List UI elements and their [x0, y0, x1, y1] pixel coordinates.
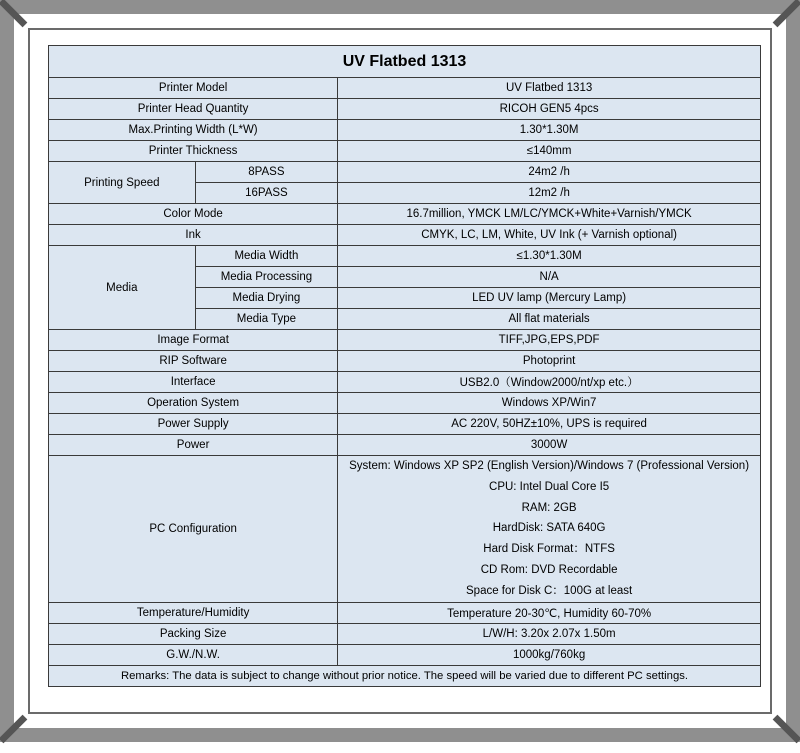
- spec-label: Printer Model: [49, 78, 338, 99]
- table-row: [49, 623, 761, 644]
- spec-value: Photoprint: [338, 351, 761, 372]
- table-row: [49, 414, 761, 435]
- spec-value: 1.30*1.30M: [338, 120, 761, 141]
- table-row: [49, 141, 761, 162]
- title-row: [49, 46, 761, 78]
- spec-value: CMYK, LC, LM, White, UV Ink (+ Varnish optional): [338, 225, 761, 246]
- spec-sublabel: Media Type: [195, 309, 338, 330]
- table-row: [49, 644, 761, 665]
- remarks-row: [49, 665, 761, 686]
- table-row: [49, 351, 761, 372]
- spec-label: Power: [49, 435, 338, 456]
- spec-label: Operation System: [49, 393, 338, 414]
- spec-sublabel: Media Processing: [195, 267, 338, 288]
- spec-group-label: Printing Speed: [49, 162, 196, 204]
- spec-group-label: Media: [49, 246, 196, 330]
- table-row: [49, 602, 761, 623]
- spec-value: N/A: [338, 267, 761, 288]
- spec-label: Power Supply: [49, 414, 338, 435]
- spec-value: 3000W: [338, 435, 761, 456]
- pc-config-value: [338, 456, 761, 603]
- spec-sublabel: 8PASS: [195, 162, 338, 183]
- spec-label: PC Configuration: [49, 456, 338, 603]
- spec-sublabel: Media Width: [195, 246, 338, 267]
- spec-label: Printer Thickness: [49, 141, 338, 162]
- spec-value: UV Flatbed 1313: [338, 78, 761, 99]
- spec-value: LED UV lamp (Mercury Lamp): [338, 288, 761, 309]
- table-row: [49, 120, 761, 141]
- spec-sublabel: 16PASS: [195, 183, 338, 204]
- pc-config-line: RAM: 2GB: [521, 501, 577, 514]
- spec-label: Interface: [49, 372, 338, 393]
- table-row: [49, 162, 761, 183]
- spec-label: Color Mode: [49, 204, 338, 225]
- pc-config-line: HardDisk: SATA 640G: [492, 522, 606, 535]
- spec-value: AC 220V, 50HZ±10%, UPS is required: [338, 414, 761, 435]
- spec-label: Packing Size: [49, 623, 338, 644]
- spec-label: Image Format: [49, 330, 338, 351]
- spec-label: Printer Head Quantity: [49, 99, 338, 120]
- spec-value: ≤140mm: [338, 141, 761, 162]
- pc-config-line: Hard Disk Format：NTFS: [483, 543, 615, 556]
- table-title: UV Flatbed 1313: [49, 46, 761, 78]
- spec-value: ≤1.30*1.30M: [338, 246, 761, 267]
- table-row: [49, 330, 761, 351]
- pc-config-line: System: Windows XP SP2 (English Version)/Windows 7 (Professional Version): [349, 460, 750, 472]
- table-row: [49, 225, 761, 246]
- spec-value: 16.7million, YMCK LM/LC/YMCK+White+Varnish/YMCK: [338, 204, 761, 225]
- spec-label: Max.Printing Width (L*W): [49, 120, 338, 141]
- spec-value: USB2.0（Window2000/nt/xp etc.）: [338, 372, 761, 393]
- spec-value: Temperature 20-30℃, Humidity 60-70%: [338, 602, 761, 623]
- remarks-text: Remarks: The data is subject to change without prior notice. The speed will be varied due to different PC settings.: [49, 665, 761, 686]
- spec-value: All flat materials: [338, 309, 761, 330]
- table-row: [49, 78, 761, 99]
- spec-value: RICOH GEN5 4pcs: [338, 99, 761, 120]
- spec-label: G.W./N.W.: [49, 644, 338, 665]
- spec-value: L/W/H: 3.20x 2.07x 1.50m: [338, 623, 761, 644]
- spec-value: 24m2 /h: [338, 162, 761, 183]
- spec-value: 1000kg/760kg: [338, 644, 761, 665]
- spec-label: Ink: [49, 225, 338, 246]
- spec-table: [48, 45, 761, 687]
- pc-config-line: CD Rom: DVD Recordable: [480, 563, 618, 576]
- table-row: [49, 99, 761, 120]
- pc-config-line: Space for Disk C：100G at least: [466, 584, 633, 597]
- spec-value: 12m2 /h: [338, 183, 761, 204]
- spec-label: Temperature/Humidity: [49, 602, 338, 623]
- spec-label: RIP Software: [49, 351, 338, 372]
- spec-sublabel: Media Drying: [195, 288, 338, 309]
- spec-value: Windows XP/Win7: [338, 393, 761, 414]
- table-row: [49, 204, 761, 225]
- pc-config-line: CPU: Intel Dual Core I5: [489, 480, 610, 493]
- spec-value: TIFF,JPG,EPS,PDF: [338, 330, 761, 351]
- table-row: [49, 435, 761, 456]
- table-row: [49, 393, 761, 414]
- table-row: [49, 246, 761, 267]
- table-row: [49, 456, 761, 603]
- table-row: [49, 372, 761, 393]
